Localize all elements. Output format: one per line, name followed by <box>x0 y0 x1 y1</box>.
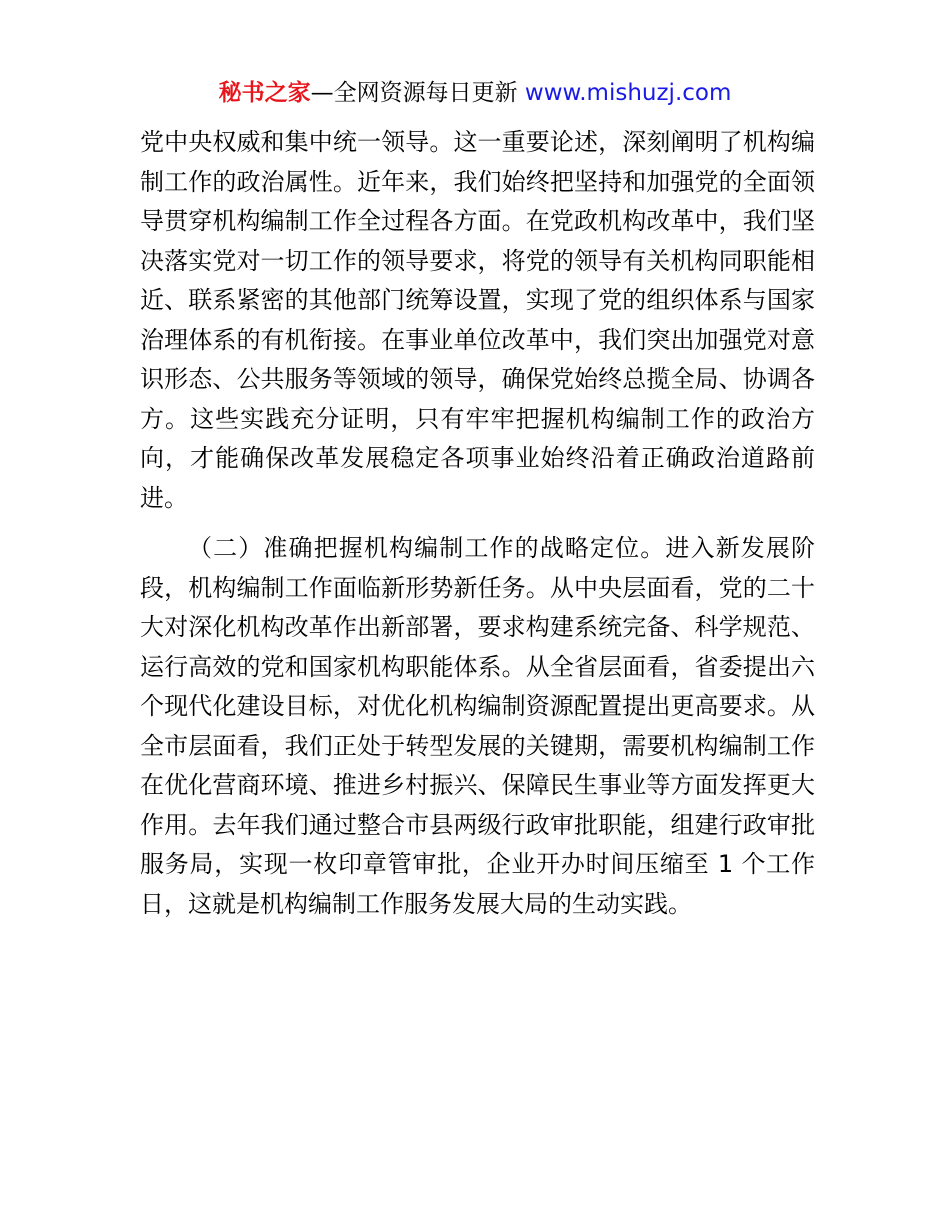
brand-name: 秘书之家 <box>218 80 311 106</box>
document-body <box>140 123 815 924</box>
header-tagline: —全网资源每日更新 <box>310 80 525 106</box>
paragraph-strategic-positioning: （二）准确把握机构编制工作的战略定位。进入新发展阶段，机构编制工作面临新形势新任务。从中央层面看，党的二十大对深化机构改革作出新部署，要求构建系统完备、科学规范、运行高效的党和国家机构职能体系。从全省层面看，省委提出六个现代化建设目标，对优化机构编制资源配置提出更高要求。从全市层面看，我们正处于转型发展的关键期，需要机构编制工作在优化营商环境、推进乡村振兴、保障民生事业等方面发挥更大作用。去年我们通过整合市县两级行政审批职能，组建行政审批服务局，实现一枚印章管审批，企业开办时间压缩至 1 个工作日，这就是机构编制工作服务发展大局的生动实践。 <box>140 534 815 918</box>
site-url-link[interactable]: www.mishuzj.com <box>524 80 732 106</box>
paragraph-continuation: 党中央权威和集中统一领导。这一重要论述，深刻阐明了机构编制工作的政治属性。近年来，我们始终把坚持和加强党的全面领导贯穿机构编制工作全过程各方面。在党政机构改革中，我们坚决落实党对一切工作的领导要求，将党的领导有关机构同职能相近、联系紧密的其他部门统筹设置，实现了党的组织体系与国家治理体系的有机衔接。在事业单位改革中，我们突出加强党对意识形态、公共服务等领域的领导，确保党始终总揽全局、协调各方。这些实践充分证明，只有牢牢把握机构编制工作的政治方向，才能确保改革发展稳定各项事业始终沿着正确政治道路前进。 <box>140 128 815 512</box>
page-header <box>0 78 950 108</box>
